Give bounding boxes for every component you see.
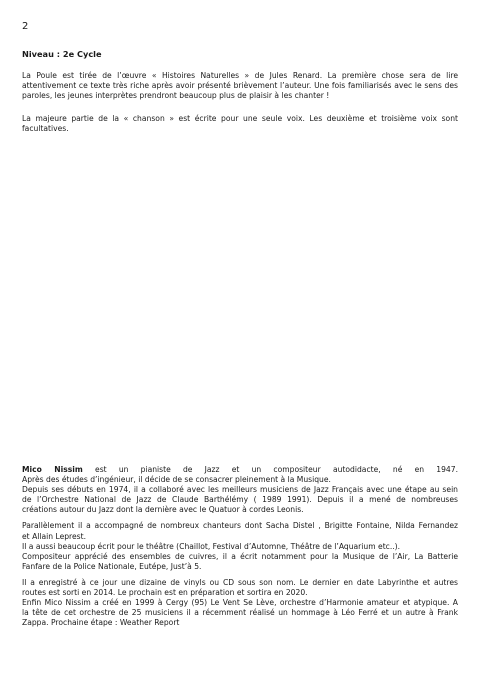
bio-line: de l’Orchestre National de Jazz de Claude Barthélémy ( 1989 1991). Depuis il a mené de nombreuses bbox=[22, 495, 458, 505]
bio-line: Parallèlement il a accompagné de nombreux chanteurs dont Sacha Distel , Brigitte Fontaine, Nilda Fernandez bbox=[22, 521, 458, 531]
voices-paragraph bbox=[22, 114, 458, 134]
composer-name: Mico Nissim bbox=[22, 465, 83, 474]
voices-text: La majeure partie de la « chanson » est écrite pour une seule voix. Les deuxième et troisième voix sont facultatives. bbox=[22, 114, 458, 134]
bio-line: la tête de cet orchestre de 25 musiciens il a récemment réalisé un hommage à Léo Ferré et un autre à Frank bbox=[22, 608, 458, 618]
bio-line: Fanfare de la Police Nationale, Eutépe, Just’à 5. bbox=[22, 561, 202, 571]
bio-line: Il a aussi beaucoup écrit pour le théâtre (Chaillot, Festival d’Automne, Théâtre de l’Aquarium etc..). bbox=[22, 541, 401, 551]
composer-biography bbox=[22, 465, 458, 634]
bio-text: est un pianiste de Jazz et un compositeur autodidacte, né en 1947. bbox=[82, 465, 458, 474]
page-number: 2 bbox=[22, 21, 29, 32]
bio-line: Depuis ses débuts en 1974, il a collaboré avec les meilleurs musiciens de Jazz Français avec une étape au sein bbox=[22, 485, 458, 495]
level-heading: Niveau : 2e Cycle bbox=[22, 49, 102, 59]
bio-paragraph-3 bbox=[22, 578, 458, 628]
bio-line: Compositeur apprécié des ensembles de cuivres, il a écrit notamment pour la Musique de l’Air, La Batterie bbox=[22, 551, 458, 561]
intro-paragraph bbox=[22, 71, 458, 101]
bio-paragraph-1 bbox=[22, 465, 458, 515]
bio-line: créations autour du Jazz dont la dernière avec le Quatuor à cordes Leonis. bbox=[22, 505, 304, 515]
bio-line: Il a enregistré à ce jour une dizaine de vinyls ou CD sous son nom. Le dernier en date Labyrinthe et autres bbox=[22, 577, 458, 587]
intro-text: La Poule est tirée de l’œuvre « Histoires Naturelles » de Jules Renard. La première chose sera de lire attentivement ce texte très riche après avoir présenté brièvement l’auteur. Une fois familiarisés avec le sens des paroles, les jeunes interprètes prendront beaucoup plus de plaisir à les chanter ! bbox=[22, 71, 458, 101]
bio-line: routes est sorti en 2014. Le prochain est en préparation et sortira en 2020. bbox=[22, 588, 308, 598]
bio-line bbox=[22, 465, 458, 475]
bio-line: Après des études d’ingénieur, il décide de se consacrer pleinement à la Musique. bbox=[22, 475, 331, 485]
bio-line: Zappa. Prochaine étape : Weather Report bbox=[22, 618, 180, 628]
bio-line: Enfin Mico Nissim a créé en 1999 à Cergy (95) Le Vent Se Lève, orchestre d’Harmonie amateur et atypique. A bbox=[22, 598, 458, 608]
bio-paragraph-2 bbox=[22, 521, 458, 571]
bio-line: et Allain Leprest. bbox=[22, 531, 87, 541]
